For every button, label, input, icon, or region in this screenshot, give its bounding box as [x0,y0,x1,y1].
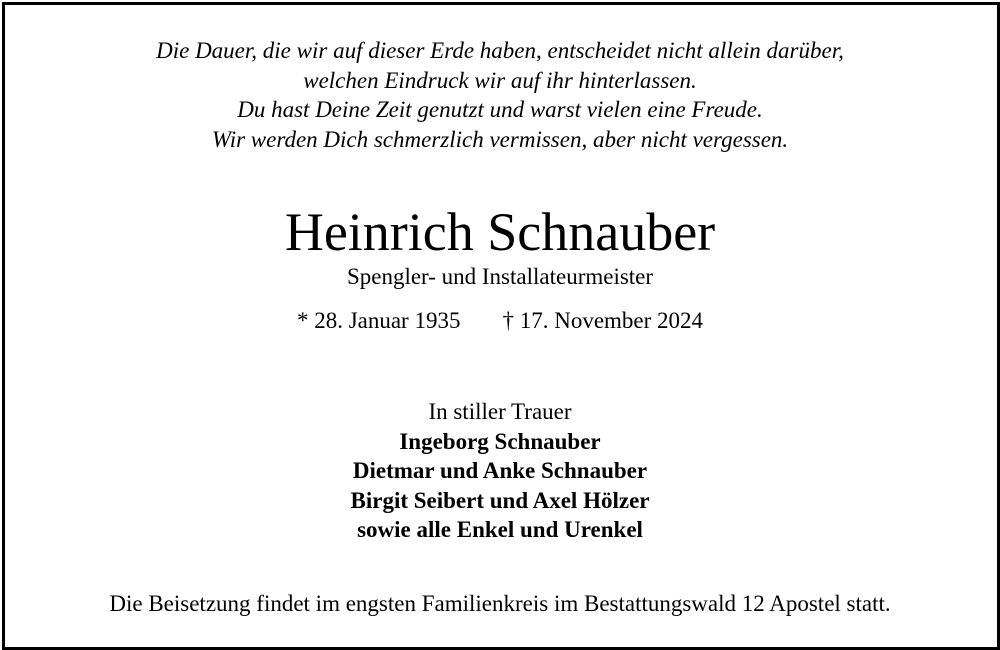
mourner-name: Dietmar und Anke Schnauber [352,458,648,483]
verse-line: welchen Eindruck wir auf ihr hinterlassen. [303,67,697,93]
life-dates [0,306,1000,336]
mourning-intro: In stiller Trauer [428,399,572,424]
verse-line: Wir werden Dich schmerzlich vermissen, aber nicht vergessen. [211,126,789,152]
verse-line: Du hast Deine Zeit genutzt und warst vielen eine Freude. [237,97,763,122]
burial-note: Die Beisetzung findet im engsten Familienkreis im Bestattungswald 12 Apostel statt. [109,591,891,616]
mourners-block [0,397,1000,545]
memorial-verse [0,36,1000,154]
deceased-name: Heinrich Schnauber [284,202,716,262]
birth-date: * 28. Januar 1935 [296,308,461,333]
death-date: † 17. November 2024 [502,308,704,333]
verse-line: Die Dauer, die wir auf dieser Erde haben, entscheidet nicht allein darüber, [156,38,844,63]
mourner-name: sowie alle Enkel und Urenkel [357,517,643,542]
mourner-name: Birgit Seibert und Axel Hölzer [350,487,650,513]
deceased-profession: Spengler- und Installateurmeister [346,264,654,289]
mourner-name: Ingeborg Schnauber [399,428,601,454]
